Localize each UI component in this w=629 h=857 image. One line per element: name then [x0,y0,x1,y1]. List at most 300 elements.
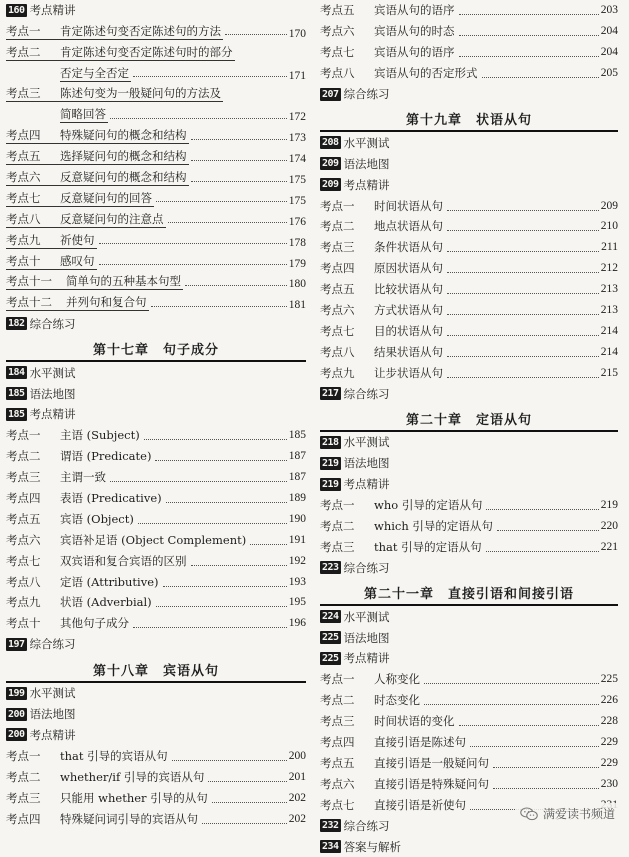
toc-entry [320,753,618,774]
section-label: 考点精讲 [29,3,76,18]
entry-title: 目的状语从句 [374,323,443,338]
page-number: 213 [600,283,618,296]
page-number: 203 [600,4,618,17]
section-label: 水平测试 [29,686,76,701]
leader-dots [156,605,287,607]
entry-title: 只能用 whether 引导的从句 [60,790,208,805]
entry-title: 人称变化 [374,672,420,687]
leader-dots [212,801,287,803]
toc-entry [6,808,306,829]
page-number: 175 [288,174,306,187]
section-label: 语法地图 [29,386,76,401]
entry-title: 祈使句 [60,232,95,247]
page-number: 209 [600,199,618,212]
entry-title: 谓语 (Predicate) [60,449,152,464]
entry-number: 考点六 [320,24,355,39]
practice-section [6,313,306,334]
entry-number: 考点一 [6,428,41,443]
page-number: 205 [600,67,618,80]
entry-title: 特殊疑问词引导的宾语从句 [60,811,198,826]
chapter-20-items [320,495,618,558]
entry-title: that 引导的宾语从句 [60,748,168,763]
leader-dots [110,480,287,482]
toc-entry [320,341,618,362]
page-badge: 200 [8,708,25,720]
page-badge: 223 [322,562,339,574]
leader-dots [191,159,287,161]
entry-title: 宾语从句的语序 [374,3,455,18]
page-number: 210 [600,220,618,233]
page-number: 201 [288,770,306,783]
toc-entry [6,21,306,42]
leader-dots [459,55,599,57]
leader-dots [185,284,287,286]
entry-title: which 引导的定语从句 [374,519,493,534]
section-label: 语法地图 [343,456,390,471]
page-badge: 234 [322,841,339,852]
leader-dots [133,626,287,628]
entry-number: 考点十 [6,253,60,270]
entry-title: 比较状语从句 [374,282,443,297]
practice-section [320,557,618,578]
entry-number: 考点六 [320,776,355,791]
toc-entry [320,258,618,279]
leader-dots [493,787,599,789]
entry-number: 考点三 [6,470,41,485]
section-heading [320,606,618,627]
page-number: 179 [288,257,306,270]
entry-number: 考点十二 [6,294,66,311]
leader-dots [191,180,287,182]
entry-number: 考点二 [6,44,60,61]
page-number: 202 [288,791,306,804]
entry-number: 考点四 [6,491,41,506]
entry-title: that 引导的定语从句 [374,539,482,554]
section-heading [320,836,618,857]
entry-number: 考点七 [320,45,355,60]
section-label: 考点精讲 [343,177,390,192]
entry-number: 考点六 [6,169,60,186]
section-label: 答案与解析 [343,839,402,854]
page-badge: 218 [322,436,339,448]
chapter-number: 第十七章 [92,343,149,359]
leader-dots [459,724,599,726]
chapter-18-sections [6,683,306,746]
toc-entry [320,279,618,300]
section-label: 综合练习 [29,316,76,331]
entry-title: 直接引语是特殊疑问句 [374,776,489,791]
entry-title: 时间状语的变化 [374,714,455,729]
entry-number: 考点四 [6,811,41,826]
entry-number: 考点八 [6,211,60,228]
page-number: 171 [288,69,306,82]
entry-title: 宾语补足语 (Object Complement) [60,532,247,547]
toc-entry [6,104,306,125]
section-label: 综合练习 [343,386,390,401]
entry-title: 主语 (Subject) [60,428,140,443]
page-badge: 200 [8,729,25,741]
section-heading [320,383,618,404]
leader-dots [493,766,599,768]
toc-entry [320,516,618,537]
entry-title: 简略回答 [60,107,106,122]
entry-number: 考点六 [320,303,355,318]
entry-number: 考点五 [6,148,60,165]
leader-dots [151,305,287,307]
leader-dots [424,682,599,684]
leader-dots [202,822,287,824]
chapter-17-heading [6,338,306,362]
entry-title: 选择疑问句的概念和结构 [60,149,187,164]
practice-section [320,84,618,105]
leader-dots [208,780,286,782]
page-badge: 207 [322,88,339,100]
toc-entry [320,21,618,42]
page-number: 173 [288,132,306,145]
leader-dots [447,334,599,336]
section-label: 综合练习 [343,87,390,101]
page-number: 220 [600,520,618,533]
leader-dots [447,313,599,315]
page-number: 174 [288,153,306,166]
page-number: 200 [288,749,306,762]
page-number: 204 [600,25,618,38]
chapter-17-items [6,425,306,634]
page-number: 187 [288,450,306,463]
page-number: 221 [600,540,618,553]
entry-number: 考点三 [6,790,41,805]
entry-number: 考点三 [6,85,60,102]
chapter-title: 句子成分 [163,343,220,359]
chapter-18-items-continued [320,0,618,84]
entry-number: 考点三 [320,714,355,729]
section-label: 综合练习 [29,637,76,652]
page-number: 213 [600,304,618,317]
chapter-21-heading [320,582,618,606]
leader-dots [486,550,599,552]
page-badge: 225 [322,652,339,664]
leader-dots [163,585,287,587]
entry-title: 表语 (Predicative) [60,491,162,506]
section-heading [6,404,306,425]
page-number: 219 [600,499,618,512]
page-badge: 185 [8,388,25,400]
toc-entry [6,613,306,634]
watermark-text: 满爱读书频道 [542,807,615,821]
entry-number: 考点四 [320,261,355,276]
toc-entry [6,467,306,488]
page-number: 172 [288,111,306,124]
leader-dots [138,522,287,524]
leader-dots [144,438,287,440]
section-heading [320,132,618,153]
section-label: 水平测试 [29,365,76,380]
entry-title: 特殊疑问句的概念和结构 [60,128,187,143]
page-number: 196 [288,617,306,630]
page-number: 185 [288,429,306,442]
toc-entry [6,292,306,313]
page-badge: 225 [322,632,339,644]
page-number: 192 [288,554,306,567]
entry-title: 方式状语从句 [374,303,443,318]
entry-number: 考点五 [320,282,355,297]
toc-entry [6,167,306,188]
page-badge: 209 [322,158,339,170]
chapter-21-items [320,669,618,815]
section-heading [6,313,306,334]
leader-dots [447,229,599,231]
page-number: 195 [288,596,306,609]
entry-number: 考点一 [6,748,41,763]
toc-entry [320,0,618,21]
entry-title: 宾语从句的时态 [374,24,455,39]
page-number: 191 [288,533,306,546]
entry-number: 考点四 [6,127,60,144]
page-number: 211 [601,241,618,254]
entry-number: 考点二 [6,769,41,784]
page-number: 187 [288,471,306,484]
toc-left-column [6,0,306,829]
entry-title: 陈述句变为一般疑问句的方法及 [60,86,221,101]
leader-dots [470,745,599,747]
entry-title: 并列句和复合句 [66,295,147,310]
entry-title: 简单句的五种基本句型 [66,274,181,289]
leader-dots [424,703,599,705]
chapter-19-heading [320,108,618,132]
toc-list-block1 [6,21,306,313]
entry-title: whether/if 引导的宾语从句 [60,769,205,784]
toc-entry [6,571,306,592]
leader-dots [99,242,287,244]
toc-entry [6,766,306,787]
page-number: 214 [600,324,618,337]
section-heading [320,84,618,105]
section-heading [320,474,618,495]
toc-entry [6,446,306,467]
page-number: 214 [600,345,618,358]
page-number: 229 [600,736,618,749]
leader-dots [155,459,286,461]
toc-entry [6,230,306,251]
page-badge: 219 [322,478,339,490]
chapter-title: 状语从句 [476,113,533,129]
toc-entry [6,209,306,230]
page-number: 176 [288,215,306,228]
entry-title: 肯定陈述句变否定陈述句时的部分 [60,44,233,59]
leader-dots [497,529,599,531]
page-badge: 208 [322,137,339,149]
section-heading [6,383,306,404]
page-number: 212 [600,262,618,275]
entry-title: 反意疑问句的概念和结构 [60,170,187,185]
entry-title: 肯定陈述句变否定陈述句的方法 [60,23,221,38]
chapter-21-sections [320,606,618,669]
toc-entry [6,188,306,209]
entry-title: 原因状语从句 [374,261,443,276]
entry-title: 反意疑问句的注意点 [60,211,164,226]
entry-title: 状语 (Adverbial) [60,595,152,610]
toc-entry [320,320,618,341]
leader-dots [447,292,599,294]
section-heading [320,453,618,474]
section-heading [320,648,618,669]
toc-entry [6,63,306,84]
entry-title: 定语 (Attributive) [60,574,159,589]
leader-dots [459,34,599,36]
leader-dots [250,543,287,545]
page-badge: 232 [322,820,339,832]
practice-section [320,383,618,404]
page-number: 204 [600,46,618,59]
wechat-icon [520,807,538,821]
chapter-title: 定语从句 [476,413,533,429]
chapter-number: 第二十章 [405,413,462,429]
section-heading [320,174,618,195]
toc-entry [6,508,306,529]
page-badge: 184 [8,367,25,379]
entry-title: 其他句子成分 [60,616,129,631]
section-label: 考点精讲 [343,477,390,492]
entry-title: 直接引语是陈述句 [374,735,466,750]
entry-number: 考点八 [6,574,41,589]
entry-title: 结果状语从句 [374,344,443,359]
entry-number: 考点五 [320,755,355,770]
toc-entry [6,488,306,509]
page-number: 175 [288,194,306,207]
entry-number: 考点八 [320,66,355,81]
section-heading [6,683,306,704]
entry-number: 考点五 [320,3,355,18]
toc-entry [320,690,618,711]
leader-dots [482,76,599,78]
entry-title: 时间状语从句 [374,198,443,213]
page-number: 225 [600,673,618,686]
toc-entry [320,216,618,237]
page-badge: 199 [8,687,25,699]
page-number: 193 [288,575,306,588]
entry-number: 考点五 [6,511,41,526]
section-label: 语法地图 [343,630,390,645]
entry-title: 条件状语从句 [374,240,443,255]
chapter-19-sections [320,132,618,195]
toc-entry [6,592,306,613]
entry-number: 考点三 [320,539,355,554]
page-number: 202 [288,812,306,825]
leader-dots [191,138,287,140]
toc-entry [320,362,618,383]
entry-title: 直接引语是一般疑问句 [374,755,489,770]
chapter-20-sections [320,432,618,495]
toc-entry [6,787,306,808]
toc-entry [6,125,306,146]
leader-dots [99,263,287,265]
toc-entry [320,536,618,557]
leader-dots [447,376,599,378]
section-heading [320,627,618,648]
leader-dots [156,200,287,202]
section-label: 考点精讲 [343,651,390,666]
section-heading [6,0,306,21]
entry-number: 考点二 [320,693,355,708]
chapter-17-sections [6,362,306,425]
page-number: 189 [288,492,306,505]
leader-dots [168,221,287,223]
chapter-18-heading [6,659,306,683]
chapter-number: 第十八章 [92,663,149,679]
section-label: 综合练习 [343,560,390,575]
page-number: 180 [288,278,306,291]
chapter-number: 第二十一章 [363,587,434,603]
entry-title: 直接引语是祈使句 [374,797,466,812]
toc-entry [6,550,306,571]
page-number: 228 [600,715,618,728]
entry-number: 考点九 [320,365,355,380]
entry-number: 考点一 [320,498,355,513]
leader-dots [110,117,287,119]
page-number: 230 [600,777,618,790]
toc-entry [6,745,306,766]
toc-entry [320,495,618,516]
section-label: 综合练习 [343,818,390,833]
toc-entry [320,195,618,216]
entry-number: 考点二 [320,219,355,234]
leader-dots [225,33,287,35]
entry-title: 地点状语从句 [374,219,443,234]
page-badge: 197 [8,638,25,650]
page-number: 178 [288,236,306,249]
toc-entry [6,42,306,63]
entry-title: 宾语 (Object) [60,511,134,526]
entry-title: 反意疑问句的回答 [60,190,152,205]
entry-number: 考点七 [6,553,41,568]
leader-dots [447,271,599,273]
leader-dots [459,13,599,15]
toc-entry [6,146,306,167]
entry-number: 考点四 [320,735,355,750]
entry-number: 考点十一 [6,273,66,290]
section-heading [6,704,306,725]
page-badge: 217 [322,388,339,400]
entry-title: 宾语从句的语序 [374,45,455,60]
toc-entry [320,773,618,794]
leader-dots [486,508,598,510]
toc-entry [320,711,618,732]
entry-number: 考点三 [320,240,355,255]
section-heading [320,432,618,453]
leader-dots [133,75,287,77]
page-badge: 209 [322,179,339,191]
entry-number: 考点九 [6,595,41,610]
section-heading [6,634,306,655]
toc-entry [6,84,306,105]
chapter-18-items [6,745,306,829]
entry-number: 考点二 [320,519,355,534]
leader-dots [172,759,287,761]
toc-entry [6,529,306,550]
chapter-number: 第十九章 [405,113,462,129]
chapter-title: 宾语从句 [163,663,220,679]
leader-dots [447,250,599,252]
section-heading [320,153,618,174]
toc-entry [320,300,618,321]
toc-entry [6,425,306,446]
page-number: 181 [288,299,306,312]
entry-number: 考点十 [6,616,41,631]
section-heading [6,362,306,383]
entry-title: who 引导的定语从句 [374,498,483,513]
entry-number: 考点一 [6,23,60,40]
page-number: 190 [288,512,306,525]
